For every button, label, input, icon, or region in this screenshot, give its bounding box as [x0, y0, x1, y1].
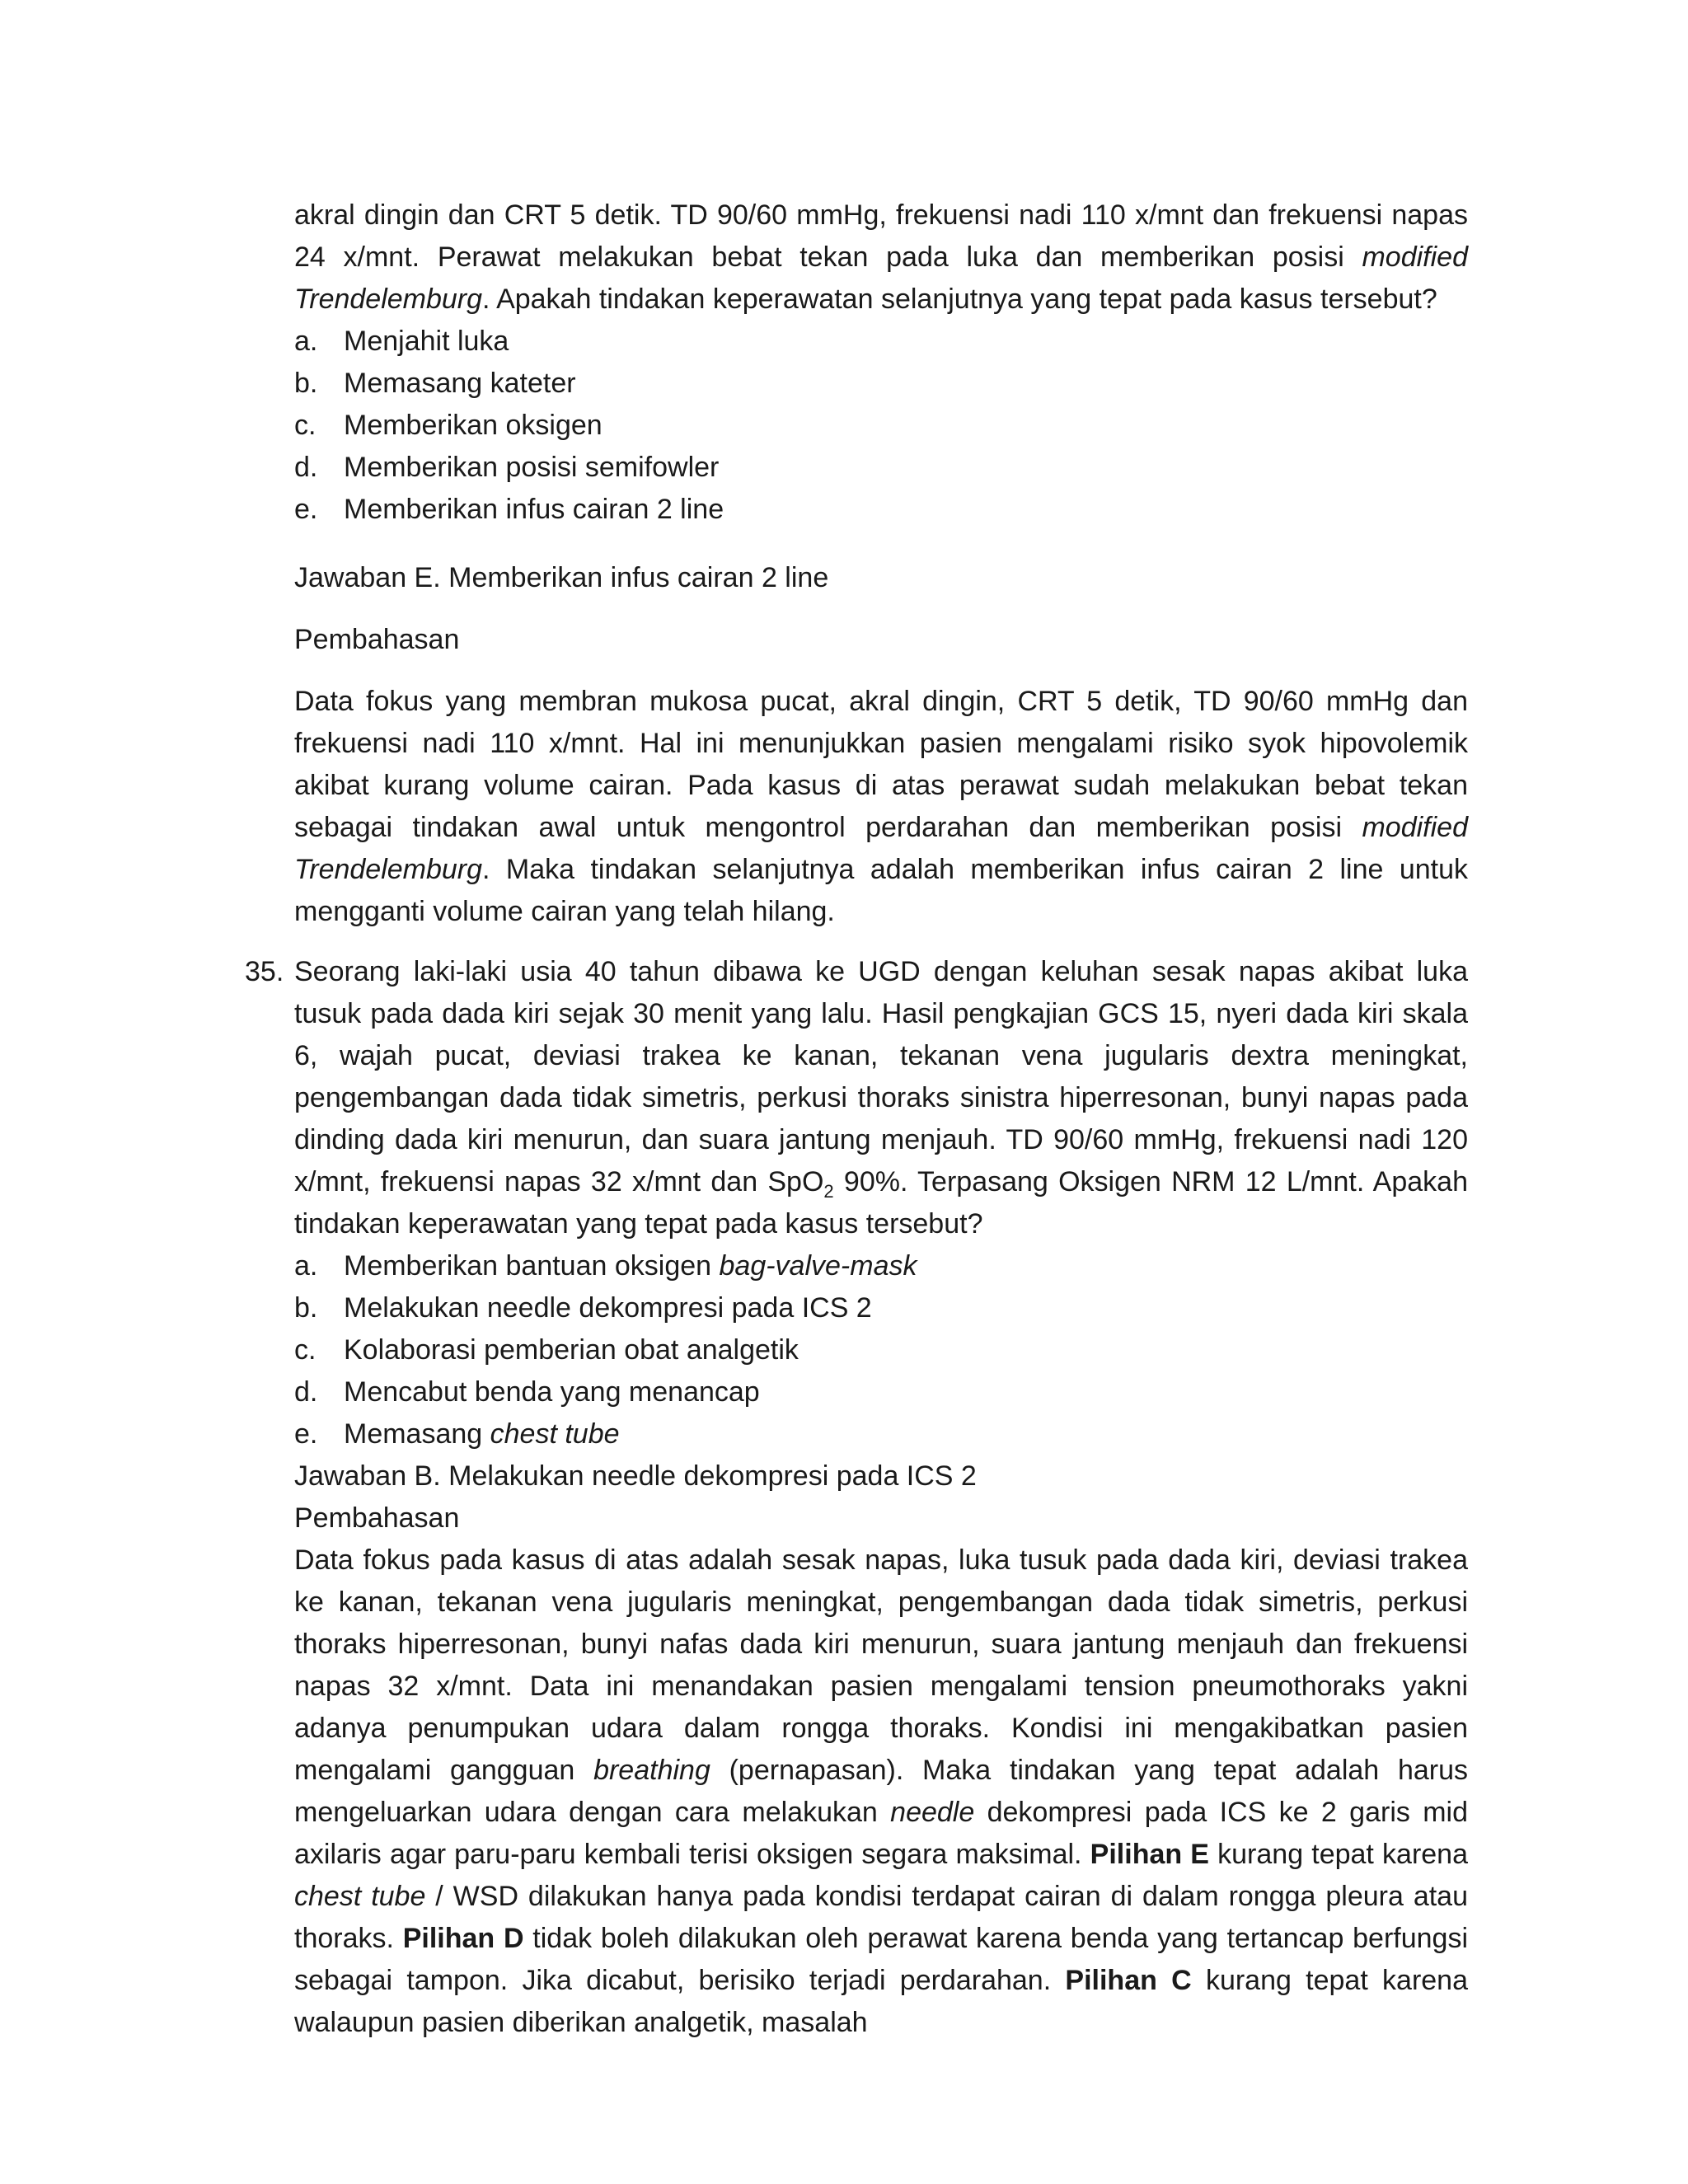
q35-stem: Seorang laki-laki usia 40 tahun dibawa ke UGD dengan keluhan sesak napas akibat luka tusuk pada dada kiri sejak 30 menit yang lalu. Hasil pengkajian GCS 15, nyeri dada kiri skala 6, wajah pucat, deviasi trakea ke kanan, tekanan vena jugularis dextra meningkat, pengembangan dada tidak simetris, perkusi thoraks sinistra hiperresonan, bunyi napas pada dinding dada kiri menurun, dan suara jantung menjauh. TD 90/60 mmHg, frekuensi nadi 120 x/mnt, frekuensi napas 32 x/mnt dan SpO$_2$ 90%. Terpasang Oksigen NRM 12 L/mnt. Apakah tindakan keperawatan yang tepat pada kasus tersebut? [294, 956, 1468, 1240]
q34-option-d: d. Memberikan posisi semifowler [294, 452, 720, 483]
q35-option-c: c. Kolaborasi pemberian obat analgetik [294, 1334, 799, 1366]
q34-options [294, 321, 1468, 531]
q35-discussion-heading: Pembahasan [294, 1502, 460, 1534]
q35-options [294, 1245, 1468, 1455]
q34-stem-italic: modified Trendelemburg [294, 241, 1468, 315]
q35-option-e: e. Memasang chest tube [294, 1418, 620, 1450]
q34-stem: akral dingin dan CRT 5 detik. TD 90/60 mmHg, frekuensi nadi 110 x/mnt dan frekuensi napas 24 x/mnt. Perawat melakukan bebat tekan pada luka dan memberikan posisi modified Trendelemburg. Apakah tindakan keperawatan selanjutnya yang tepat pada kasus tersebut? [294, 199, 1468, 315]
document-page [245, 194, 1469, 2044]
q35-block [245, 951, 1469, 2044]
q35-option-b: b. Melakukan needle dekompresi pada ICS 2 [294, 1292, 872, 1324]
q34-discussion-heading: Pembahasan [294, 624, 460, 655]
q35-discussion: Data fokus pada kasus di atas adalah sesak napas, luka tusuk pada dada kiri, deviasi trakea ke kanan, tekanan vena jugularis meningkat, pengembangan dada tidak simetris, perkusi thoraks hiperresonan, bunyi nafas dada kiri menurun, suara jantung menjauh dan frekuensi napas 32 x/mnt. Data ini menandakan pasien mengalami tension pneumothoraks yakni adanya penumpukan udara dalam rongga thoraks. Kondisi ini mengakibatkan pasien mengalami gangguan breathing (pernapasan). Maka tindakan yang tepat adalah harus mengeluarkan udara dengan cara melakukan needle dekompresi pada ICS ke 2 garis mid axilaris agar paru-paru kembali terisi oksigen segara maksimal. Pilihan E kurang tepat karena chest tube / WSD dilakukan hanya pada kondisi terdapat cairan di dalam rongga pleura atau thoraks. Pilihan D tidak boleh dilakukan oleh perawat karena benda yang tertancap berfungsi sebagai tampon. Jika dicabut, berisiko terjadi perdarahan. Pilihan C kurang tepat karena walaupun pasien diberikan analgetik, masalah [294, 1544, 1469, 2038]
q34-option-e: e. Memberikan infus cairan 2 line [294, 494, 724, 525]
q34-option-b: b. Memasang kateter [294, 368, 576, 399]
q34-discussion: Data fokus yang membran mukosa pucat, akral dingin, CRT 5 detik, TD 90/60 mmHg dan frekuensi nadi 110 x/mnt. Hal ini menunjukkan pasien mengalami risiko syok hipovolemik akibat kurang volume cairan. Pada kasus di atas perawat sudah melakukan bebat tekan sebagai tindakan awal untuk mengontrol perdarahan dan memberikan posisi modified Trendelemburg. Maka tindakan selanjutnya adalah memberikan infus cairan 2 line untuk mengganti volume cairan yang telah hilang. [294, 686, 1468, 927]
q35-number: 35. [245, 956, 284, 987]
q35-answer: Jawaban B. Melakukan needle dekompresi pada ICS 2 [294, 1460, 977, 1492]
q34-option-c: c. Memberikan oksigen [294, 410, 603, 441]
q34-option-a: a. Menjahit luka [294, 326, 509, 357]
q35-option-a: a. Memberikan bantuan oksigen bag-valve-mask [294, 1250, 917, 1282]
q35-option-d: d. Mencabut benda yang menancap [294, 1376, 760, 1408]
q34-answer: Jawaban E. Memberikan infus cairan 2 line [294, 562, 829, 593]
